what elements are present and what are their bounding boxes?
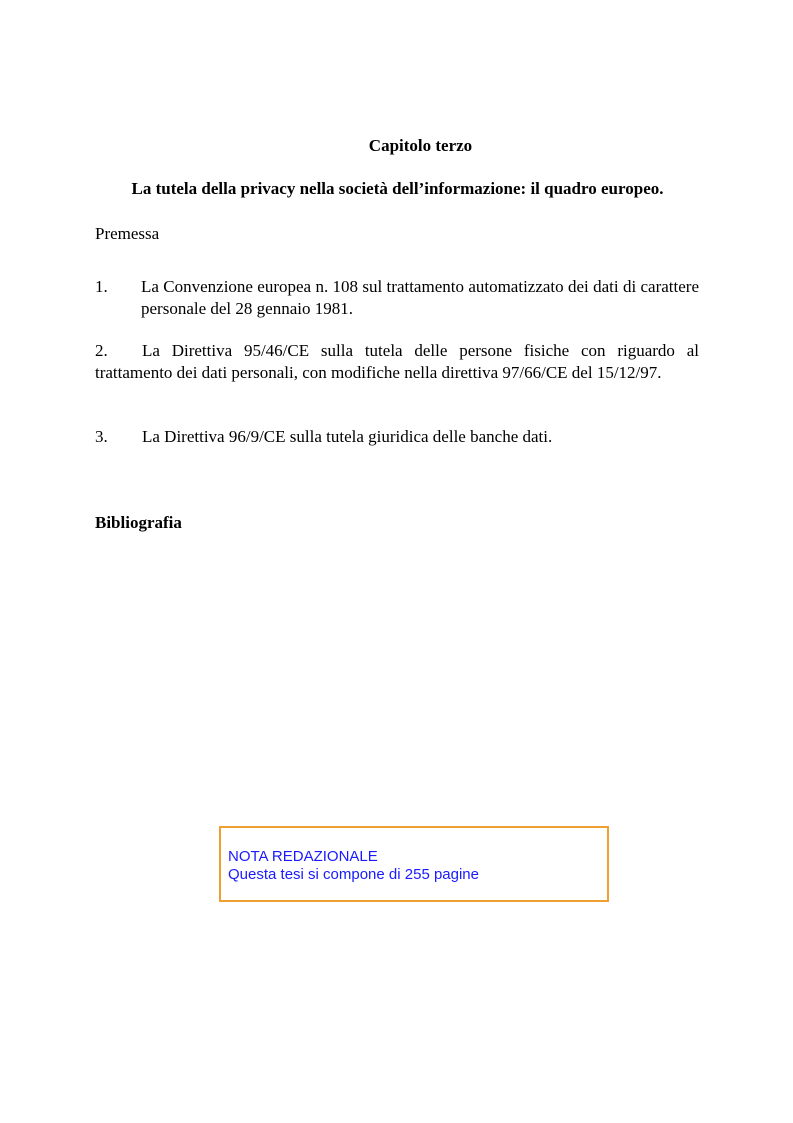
list-item-text: La Direttiva 96/9/CE sulla tutela giuridica delle banche dati. (142, 427, 553, 446)
chapter-title: La tutela della privacy nella società dell’informazione: il quadro europeo. (131, 179, 664, 198)
nota-title: NOTA REDAZIONALE (228, 848, 378, 865)
list-item-number: 1. (95, 277, 108, 296)
list-item-text: La Convenzione europea n. 108 sul trattamento automatizzato dei dati di carattere personale del 28 gennaio 1981. (141, 277, 699, 318)
list-item-number: 3. (95, 427, 108, 446)
nota-redazionale-box (219, 826, 609, 902)
list-item-text: La Direttiva 95/46/CE sulla tutela delle persone fisiche con riguardo al trattamento dei dati personali, con modifiche nella direttiva 97/66/CE del 15/12/97. (95, 341, 699, 382)
list-item (95, 276, 699, 320)
list-item (95, 340, 699, 384)
chapter-label: Capitolo terzo (368, 136, 473, 155)
nota-text: Questa tesi si compone di 255 pagine (228, 866, 479, 883)
list-item (95, 426, 699, 448)
bibliografia-heading: Bibliografia (95, 513, 182, 532)
list-item-number: 2. (95, 341, 108, 360)
premessa-heading: Premessa (95, 224, 160, 243)
